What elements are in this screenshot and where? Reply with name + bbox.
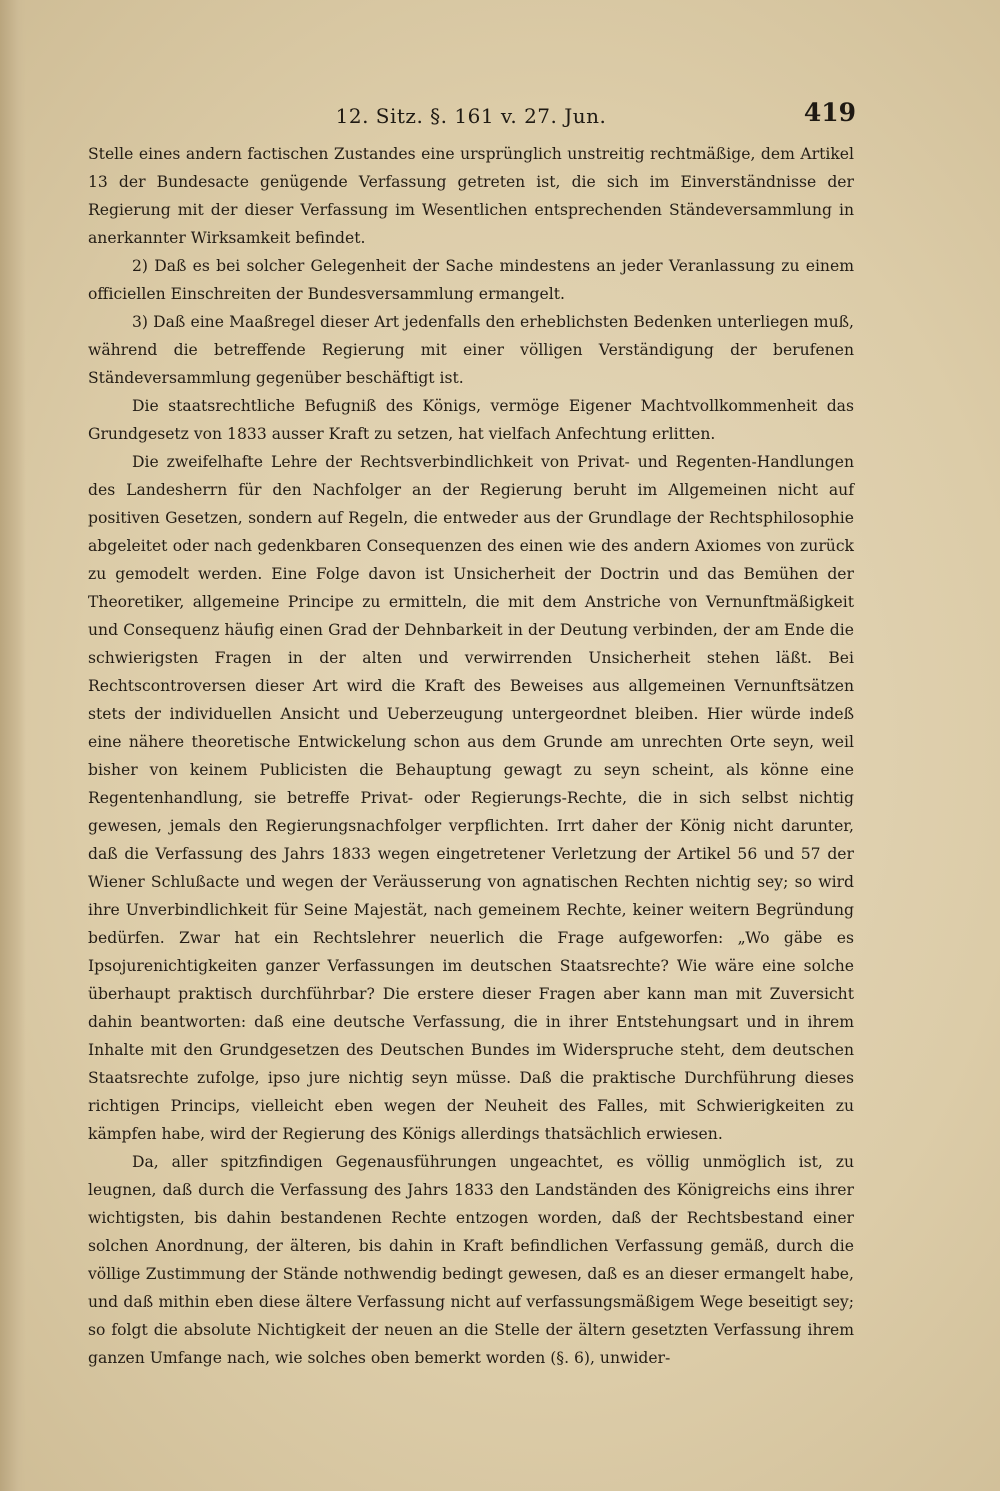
- body-text: [88, 140, 854, 1372]
- paragraph-4: Die staatsrechtliche Befugniß des Königs, vermöge Eigener Machtvollkommenheit das Grundgesetz von 1833 ausser Kraft zu setzen, hat vielfach Anfechtung erlitten.: [88, 397, 854, 443]
- page-header: [86, 98, 856, 138]
- running-head: 12. Sitz. §. 161 v. 27. Jun.: [335, 104, 607, 128]
- paragraph-5: Die zweifelhafte Lehre der Rechtsverbindlichkeit von Privat- und Regenten-Handlungen des Landesherrn für den Nachfolger an der Regierung beruht im Allgemeinen nicht auf positiven Gesetzen, sondern auf Regeln, die entweder aus der Grundlage der Rechtsphilosophie abgeleitet oder nach gedenkbaren Consequenzen des einen wie des andern Axiomes von zurück zu gemodelt werden. Eine Folge davon ist Unsicherheit der Doctrin und das Bemühen der Theoretiker, allgemeine Principe zu ermitteln, die mit dem Anstriche von Vernunftmäßigkeit und Consequenz häufig einen Grad der Dehnbarkeit in der Deutung verbinden, der am Ende die schwierigsten Fragen in der alten und verwirrenden Unsicherheit stehen läßt. Bei Rechtscontroversen dieser Art wird die Kraft des Beweises aus allgemeinen Vernunftsätzen stets der individuellen Ansicht und Ueberzeugung untergeordnet bleiben. Hier würde indeß eine nähere theoretische Entwickelung schon aus dem Grunde am unrechten Orte seyn, weil bisher von keinem Publicisten die Behauptung gewagt zu seyn scheint, als könne eine Regentenhandlung, sie betreffe Privat- oder Regierungs-Rechte, die in sich selbst nichtig gewesen, jemals den Regierungsnachfolger verpflichten. Irrt daher der König nicht darunter, daß die Verfassung des Jahrs 1833 wegen eingetretener Verletzung der Artikel 56 und 57 der Wiener Schlußacte und wegen der Veräusserung von agnatischen Rechten nichtig sey; so wird ihre Unverbindlichkeit für Seine Majestät, nach gemeinem Rechte, keiner weitern Begründung bedürfen. Zwar hat ein Rechtslehrer neuerlich die Frage aufgeworfen: „Wo gäbe es Ipsojurenichtigkeiten ganzer Verfassungen im deutschen Staatsrechte? Wie wäre eine solche überhaupt praktisch durchführbar? Die erstere dieser Fragen aber kann man mit Zuversicht dahin beantworten: daß eine deutsche Verfassung, die in ihrer Entstehungsart und in ihrem Inhalte mit den Grundgesetzen des Deutschen Bundes im Widerspruche steht, dem deutschen Staatsrechte zufolge, ipso jure nichtig seyn müsse. Daß die praktische Durchführung dieses richtigen Princips, vielleicht eben wegen der Neuheit des Falles, mit Schwierigkeiten zu kämpfen habe, wird der Regierung des Königs allerdings thatsächlich erwiesen.: [88, 453, 854, 1143]
- paragraph-2: 2) Daß es bei solcher Gelegenheit der Sache mindestens an jeder Veranlassung zu einem officiellen Einschreiten der Bundesversammlung ermangelt.: [88, 257, 854, 303]
- page-number: 419: [803, 98, 856, 127]
- paragraph-1: Stelle eines andern factischen Zustandes eine ursprünglich unstreitig rechtmäßige, dem Artikel 13 der Bundesacte genügende Verfassung getreten ist, die sich im Einverständnisse der Regierung mit der dieser Verfassung im Wesentlichen entsprechenden Ständeversammlung in anerkannter Wirksamkeit befindet.: [88, 145, 854, 247]
- paragraph-6: Da, aller spitzfindigen Gegenausführungen ungeachtet, es völlig unmöglich ist, zu leugnen, daß durch die Verfassung des Jahrs 1833 den Landständen des Königreichs eins ihrer wichtigsten, bis dahin bestandenen Rechte entzogen worden, daß der Rechtsbestand einer solchen Anordnung, der älteren, bis dahin in Kraft befindlichen Verfassung gemäß, durch die völlige Zustimmung der Stände nothwendig bedingt gewesen, daß es an dieser ermangelt habe, und daß mithin eben diese ältere Verfassung nicht auf verfassungsmäßigem Wege beseitigt sey; so folgt die absolute Nichtigkeit der neuen an die Stelle der ältern gesetzten Verfassung ihrem ganzen Umfange nach, wie solches oben bemerkt worden (§. 6), unwider-: [88, 1153, 854, 1367]
- paragraph-3: 3) Daß eine Maaßregel dieser Art jedenfalls den erheblichsten Bedenken unterliegen muß, während die betreffende Regierung mit einer völligen Verständigung der berufenen Ständeversammlung gegenüber beschäftigt ist.: [88, 313, 854, 387]
- page-binding-shadow: [0, 0, 26, 1491]
